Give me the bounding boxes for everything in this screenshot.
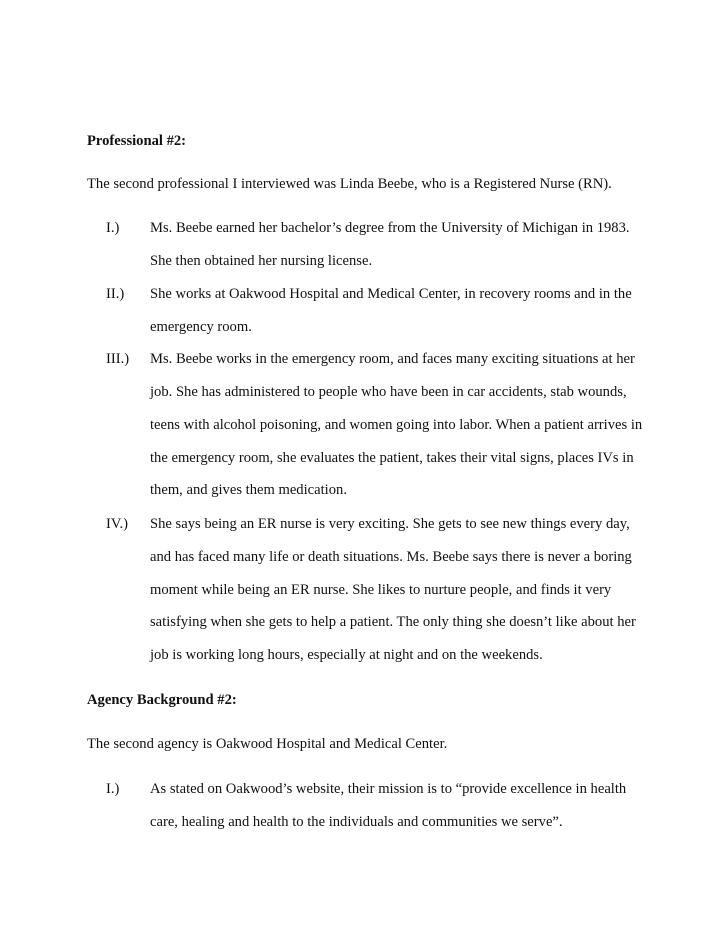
list-item-line: care, healing and health to the individuals and communities we serve”. bbox=[150, 814, 563, 830]
intro-paragraph-agency: The second agency is Oakwood Hospital and Medical Center. bbox=[87, 736, 448, 752]
list-item-line: them, and gives them medication. bbox=[150, 482, 347, 498]
list-item-line: the emergency room, she evaluates the patient, takes their vital signs, places IVs in bbox=[150, 450, 634, 466]
list-item-number: I.) bbox=[106, 781, 120, 797]
list-item-number: I.) bbox=[106, 220, 120, 236]
list-item-line: satisfying when she gets to help a patient. The only thing she doesn’t like about her bbox=[150, 614, 636, 630]
list-item-number: III.) bbox=[106, 351, 130, 367]
list-item-number: II.) bbox=[106, 286, 125, 302]
list-item-line: She then obtained her nursing license. bbox=[150, 253, 373, 269]
list-item-line: Ms. Beebe works in the emergency room, and faces many exciting situations at her bbox=[150, 351, 635, 367]
list-item-line: teens with alcohol poisoning, and women going into labor. When a patient arrives in bbox=[150, 417, 643, 433]
list-item-line: She says being an ER nurse is very exciting. She gets to see new things every day, bbox=[150, 516, 630, 532]
list-item-line: job is working long hours, especially at night and on the weekends. bbox=[150, 647, 543, 663]
intro-paragraph-professional: The second professional I interviewed was Linda Beebe, who is a Registered Nurse (RN). bbox=[87, 176, 612, 192]
list-item-line: moment while being an ER nurse. She likes to nurture people, and finds it very bbox=[150, 582, 612, 598]
list-item-number: IV.) bbox=[106, 516, 129, 532]
section-heading-professional: Professional #2: bbox=[87, 133, 187, 149]
list-item-line: job. She has administered to people who have been in car accidents, stab wounds, bbox=[150, 384, 627, 400]
list-item-line: Ms. Beebe earned her bachelor’s degree from the University of Michigan in 1983. bbox=[150, 220, 630, 236]
section-heading-agency: Agency Background #2: bbox=[87, 692, 237, 708]
list-item-line: She works at Oakwood Hospital and Medical Center, in recovery rooms and in the bbox=[150, 286, 632, 302]
list-item-line: and has faced many life or death situations. Ms. Beebe says there is never a boring bbox=[150, 549, 632, 565]
list-item-line: As stated on Oakwood’s website, their mission is to “provide excellence in health bbox=[150, 781, 627, 797]
list-item-line: emergency room. bbox=[150, 319, 252, 335]
